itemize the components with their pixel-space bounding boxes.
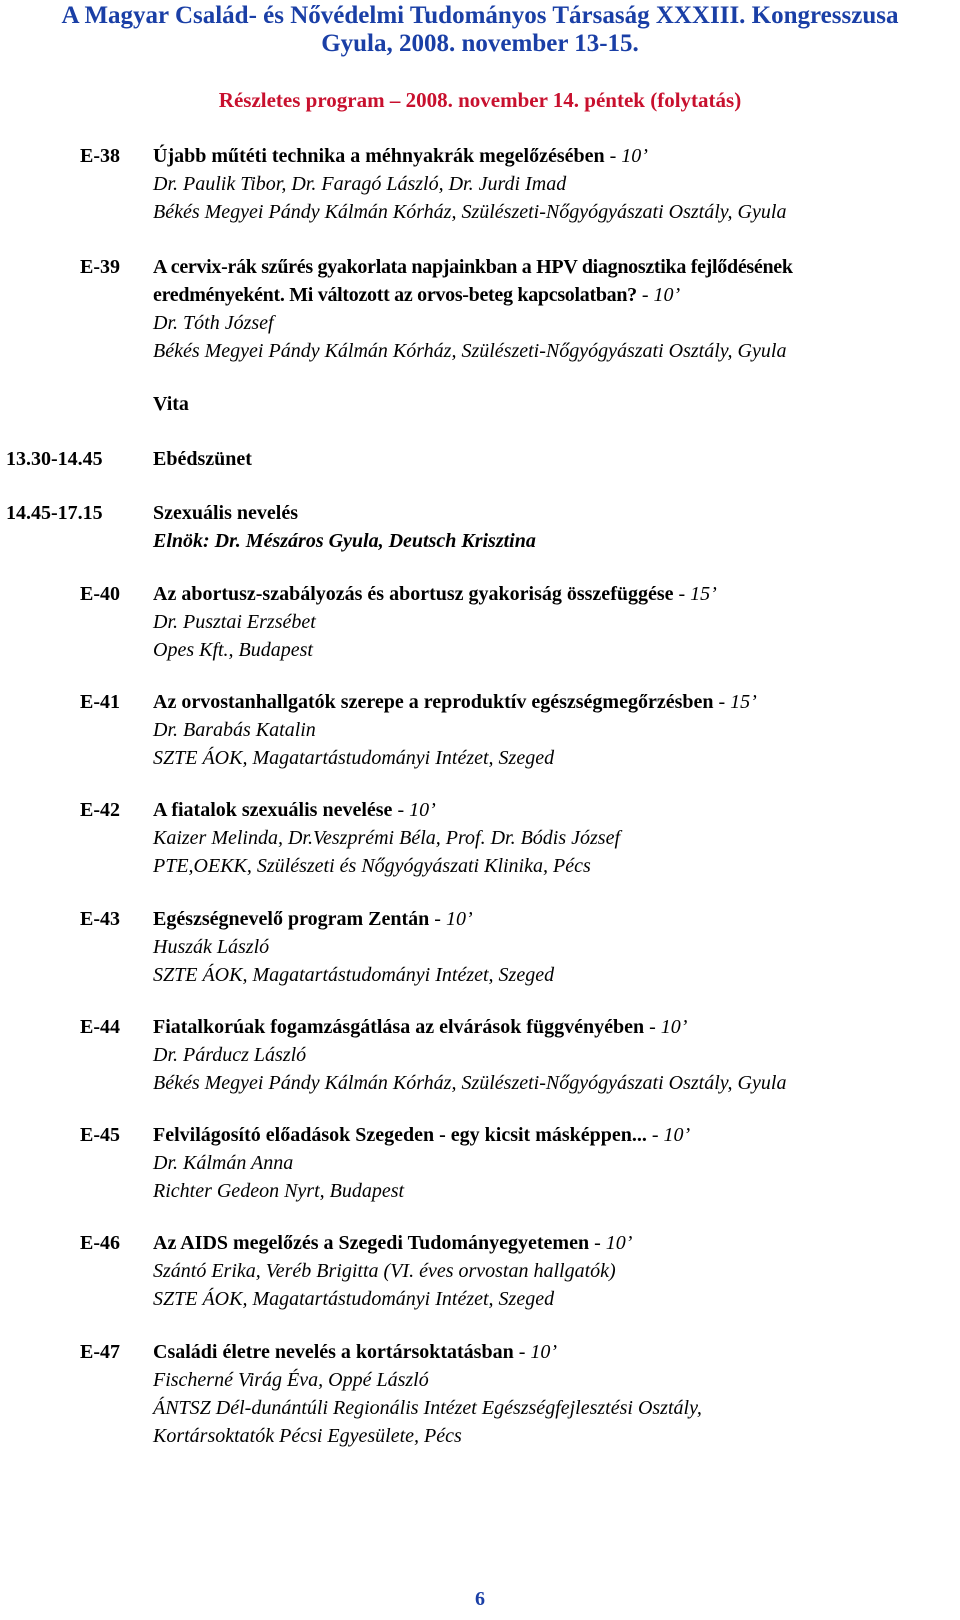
entry-institution: SZTE ÁOK, Magatartástudományi Intézet, Szeged [153, 747, 555, 769]
entry-duration: - 10’ [397, 799, 436, 821]
entry-code: E-42 [80, 799, 120, 821]
session-header [153, 499, 536, 555]
entry-duration: - 10’ [651, 1124, 691, 1146]
entry-code: E-44 [80, 1016, 120, 1038]
entry-e47 [153, 1338, 702, 1450]
entry-institution: Opes Kft., Budapest [153, 639, 313, 661]
entry-e41 [153, 688, 757, 772]
entry-duration: - 15’ [718, 691, 757, 713]
entry-authors: Dr. Paulik Tibor, Dr. Faragó László, Dr. Jurdi Imad [153, 173, 567, 195]
session-time: 14.45-17.15 [6, 502, 103, 524]
entry-code: E-47 [80, 1341, 120, 1363]
header-title: A Magyar Család- és Nővédelmi Tudományos Társaság XXXIII. Kongresszusa [61, 2, 899, 29]
entry-e39 [153, 253, 793, 365]
entry-title: A fiatalok szexuális nevelése [153, 799, 393, 821]
entry-title: Egészségnevelő program Zentán [153, 908, 430, 930]
entry-code: E-38 [80, 145, 120, 167]
entry-institution-line2: Kortársoktatók Pécsi Egyesülete, Pécs [153, 1425, 462, 1447]
entry-e44 [153, 1013, 786, 1097]
entry-duration: - 15’ [678, 583, 717, 605]
lunch-label: Ebédszünet [153, 448, 252, 470]
entry-e46 [153, 1229, 632, 1313]
entry-code: E-46 [80, 1232, 120, 1254]
entry-title: Az abortusz-szabályozás és abortusz gyakoriság összefüggése [153, 583, 674, 605]
entry-code: E-40 [80, 583, 120, 605]
entry-e45 [153, 1121, 690, 1205]
entry-authors: Huszák László [153, 936, 270, 958]
entry-authors: Kaizer Melinda, Dr.Veszprémi Béla, Prof. Dr. Bódis József [153, 827, 621, 849]
entry-duration: - 10’ [594, 1232, 633, 1254]
entry-authors: Dr. Tóth József [153, 312, 274, 334]
entry-authors: Dr. Kálmán Anna [153, 1152, 294, 1174]
entry-code: E-41 [80, 691, 120, 713]
entry-title: Családi életre nevelés a kortársoktatásban [153, 1341, 514, 1363]
entry-e38 [153, 142, 786, 226]
entry-e43 [153, 905, 554, 989]
header-location-date: Gyula, 2008. november 13-15. [321, 30, 639, 57]
lunch-time: 13.30-14.45 [6, 448, 103, 470]
program-subtitle: Részletes program – 2008. november 14. péntek (folytatás) [218, 88, 742, 112]
entry-institution: SZTE ÁOK, Magatartástudományi Intézet, Szeged [153, 964, 555, 986]
session-title: Szexuális nevelés [153, 502, 298, 524]
discussion-label: Vita [153, 393, 189, 415]
entry-institution: Békés Megyei Pándy Kálmán Kórház, Szülészeti-Nőgyógyászati Osztály, Gyula [153, 201, 787, 223]
entry-institution: Békés Megyei Pándy Kálmán Kórház, Szülészeti-Nőgyógyászati Osztály, Gyula [153, 1072, 787, 1094]
entry-title: Felvilágosító előadások Szegeden - egy kicsit másképpen... [153, 1124, 647, 1146]
page-number: 6 [475, 1588, 485, 1610]
entry-e40 [153, 580, 717, 664]
entry-duration: - 10’ [518, 1341, 558, 1363]
entry-authors: Dr. Párducz László [153, 1044, 307, 1066]
entry-title: Újabb műtéti technika a méhnyakrák megelőzésében [153, 145, 605, 167]
entry-authors: Dr. Pusztai Erzsébet [153, 611, 316, 633]
entry-institution: Békés Megyei Pándy Kálmán Kórház, Szülészeti-Nőgyógyászati Osztály, Gyula [153, 340, 787, 362]
entry-authors: Fischerné Virág Éva, Oppé László [153, 1369, 429, 1391]
entry-institution-line1: ÁNTSZ Dél-dunántúli Regionális Intézet Egészségfejlesztési Osztály, [153, 1397, 702, 1419]
entry-title-line2: eredményeként. Mi változott az orvos-beteg kapcsolatban? [153, 284, 637, 306]
entry-code: E-45 [80, 1124, 120, 1146]
entry-code: E-39 [80, 256, 120, 278]
entry-title-line1: A cervix-rák szűrés gyakorlata napjainkban a HPV diagnosztika fejlődésének [153, 256, 793, 278]
entry-duration: - 10’ [641, 284, 681, 306]
entry-duration: - 10’ [434, 908, 473, 930]
entry-authors: Dr. Barabás Katalin [153, 719, 316, 741]
entry-e42 [153, 796, 620, 880]
entry-code: E-43 [80, 908, 120, 930]
entry-institution: PTE,OEKK, Szülészeti és Nőgyógyászati Klinika, Pécs [153, 855, 591, 877]
entry-institution: Richter Gedeon Nyrt, Budapest [153, 1180, 405, 1202]
session-chairs: Elnök: Dr. Mészáros Gyula, Deutsch Krisztina [153, 530, 536, 552]
entry-institution: SZTE ÁOK, Magatartástudományi Intézet, Szeged [153, 1288, 555, 1310]
entry-title: Az AIDS megelőzés a Szegedi Tudományegyetemen [153, 1232, 590, 1254]
entry-duration: - 10’ [649, 1016, 688, 1038]
entry-title: Fiatalkorúak fogamzásgátlása az elvárások függvényében [153, 1016, 645, 1038]
entry-duration: - 10’ [609, 145, 648, 167]
entry-title: Az orvostanhallgatók szerepe a reproduktív egészségmegőrzésben [153, 691, 714, 713]
entry-authors: Szántó Erika, Veréb Brigitta (VI. éves orvostan hallgatók) [153, 1260, 616, 1282]
